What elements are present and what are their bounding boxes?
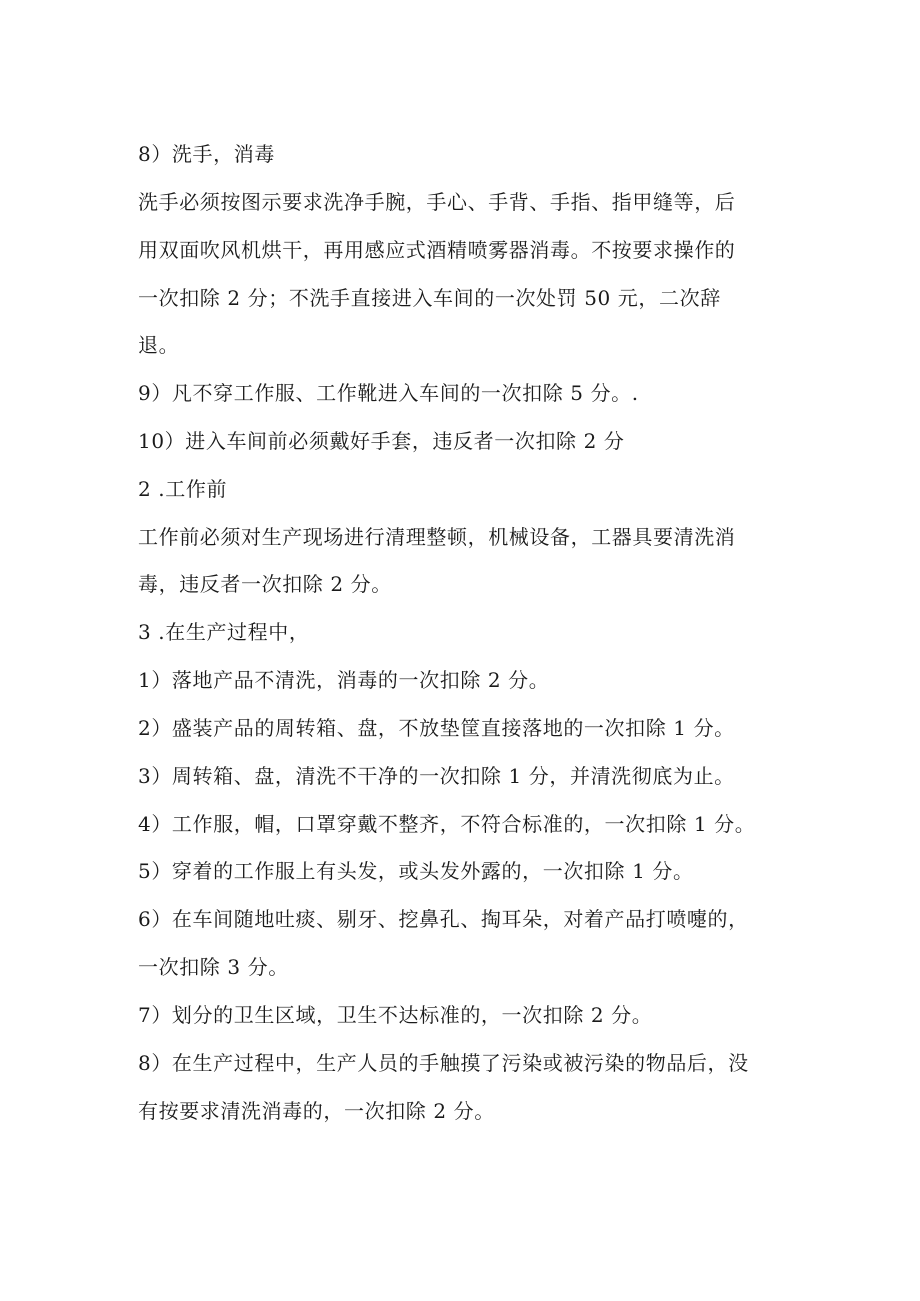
paragraph-line: 用双面吹风机烘干，再用感应式酒精喷雾器消毒。不按要求操作的 bbox=[138, 238, 736, 262]
list-item: 10）进入车间前必须戴好手套，违反者一次扣除 2 分 bbox=[138, 429, 625, 453]
list-item: 2）盛装产品的周转箱、盘，不放垫筐直接落地的一次扣除 1 分。 bbox=[138, 716, 735, 740]
list-item: 4）工作服，帽，口罩穿戴不整齐，不符合标准的，一次扣除 1 分。 bbox=[138, 812, 756, 836]
paragraph-line: 一次扣除 2 分；不洗手直接进入车间的一次处罚 50 元，二次辞 bbox=[138, 286, 721, 310]
list-item: 8）在生产过程中，生产人员的手触摸了污染或被污染的物品后，没 bbox=[138, 1051, 749, 1075]
list-item: 3）周转箱、盘，清洗不干净的一次扣除 1 分，并清洗彻底为止。 bbox=[138, 764, 735, 788]
list-item: 5）穿着的工作服上有头发，或头发外露的，一次扣除 1 分。 bbox=[138, 859, 694, 883]
paragraph-line: 毒，违反者一次扣除 2 分。 bbox=[138, 572, 392, 596]
paragraph-line: 一次扣除 3 分。 bbox=[138, 955, 289, 979]
list-item: 9）凡不穿工作服、工作靴进入车间的一次扣除 5 分。. bbox=[138, 381, 639, 405]
section-heading-before-work: 2 .工作前 bbox=[138, 477, 228, 501]
section-heading-production: 3 .在生产过程中， bbox=[138, 620, 310, 644]
list-item: 7）划分的卫生区域，卫生不达标准的，一次扣除 2 分。 bbox=[138, 1003, 653, 1027]
list-item: 6）在车间随地吐痰、剔牙、挖鼻孔、掏耳朵，对着产品打喷嚏的， bbox=[138, 907, 749, 931]
paragraph-line: 退。 bbox=[138, 333, 180, 357]
paragraph-line: 有按要求清洗消毒的，一次扣除 2 分。 bbox=[138, 1099, 495, 1123]
list-item: 1）落地产品不清洗，消毒的一次扣除 2 分。 bbox=[138, 668, 550, 692]
paragraph-line: 洗手必须按图示要求洗净手腕，手心、手背、手指、指甲缝等，后 bbox=[138, 190, 736, 214]
section-heading-handwash: 8）洗手，消毒 bbox=[138, 142, 275, 166]
paragraph-line: 工作前必须对生产现场进行清理整顿，机械设备，工器具要清洗消 bbox=[138, 525, 736, 549]
